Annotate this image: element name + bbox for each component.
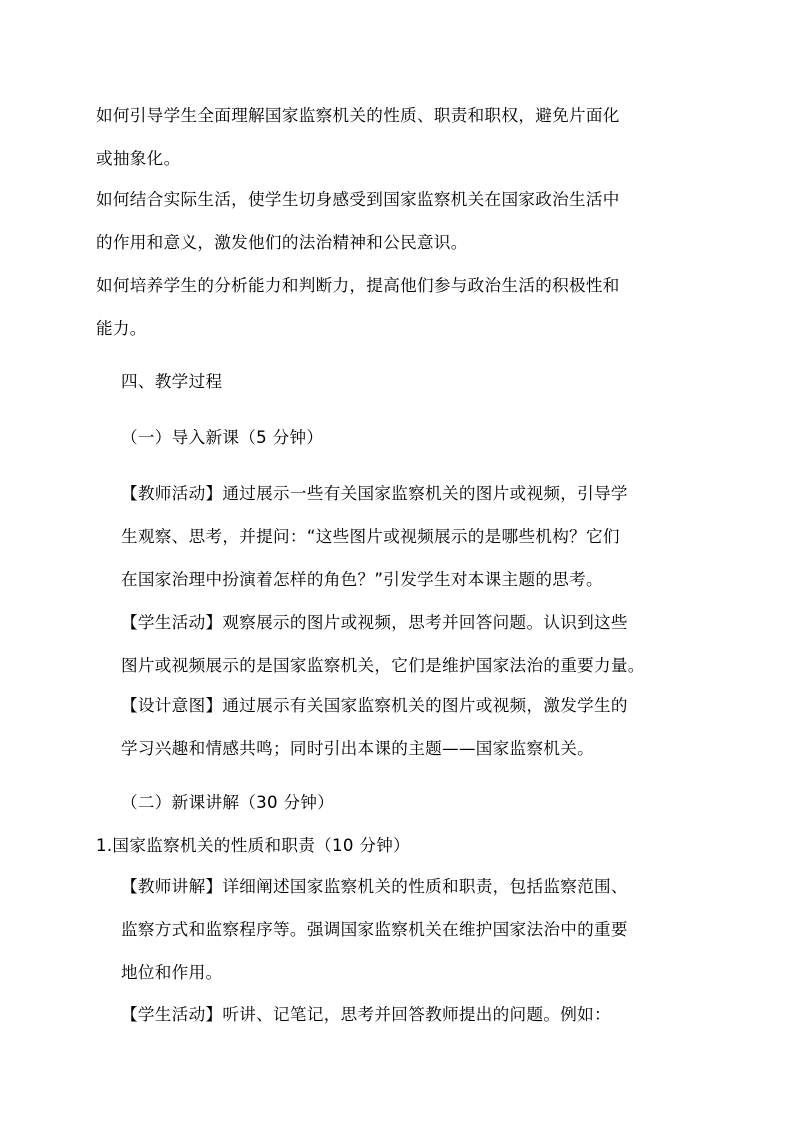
text-line: 如何结合实际生活，使学生切身感受到国家监察机关在国家政治生活中 [96, 190, 620, 209]
text-line: 地位和作用。 [121, 963, 223, 982]
section-heading: 四、教学过程 [121, 372, 223, 391]
text-line: 学习兴趣和情感共鸣；同时引出本课的主题——国家监察机关。 [121, 739, 595, 758]
text-line: 【教师活动】通过展示一些有关国家监察机关的图片或视频，引导学 [121, 484, 628, 503]
text-line: 或抽象化。 [96, 149, 181, 168]
text-line: 如何培养学生的分析能力和判断力，提高他们参与政治生活的积极性和 [96, 276, 620, 295]
text-line: 【学生活动】观察展示的图片或视频，思考并回答问题。认识到这些 [121, 613, 628, 632]
text-line: 【教师讲解】详细阐述国家监察机关的性质和职责，包括监察范围、 [121, 877, 628, 896]
numbered-item-heading: 1.国家监察机关的性质和职责（10 分钟） [96, 836, 411, 855]
text-line: 的作用和意义，激发他们的法治精神和公民意识。 [96, 233, 468, 252]
text-line: 图片或视频展示的是国家监察机关，它们是维护国家法治的重要力量。 [121, 656, 645, 675]
paragraph-student-activity-2: 【学生活动】听讲、记笔记，思考并回答教师提出的问题。例如： [121, 1005, 611, 1024]
text-line: 生观察、思考，并提问：“这些图片或视频展示的是哪些机构？它们 [121, 527, 620, 546]
subsection-heading: （二）新课讲解（30 分钟） [121, 793, 335, 812]
text-line: 能力。 [96, 319, 147, 338]
subsection-heading: （一）导入新课（5 分钟） [121, 428, 324, 447]
text-line: 【设计意图】通过展示有关国家监察机关的图片或视频，激发学生的 [121, 696, 628, 715]
text-line: 监察方式和监察程序等。强调国家监察机关在维护国家法治中的重要 [121, 920, 628, 939]
text-line: 在国家治理中扮演着怎样的角色？”引发学生对本课主题的思考。 [121, 570, 603, 589]
text-line: 如何引导学生全面理解国家监察机关的性质、职责和职权，避免片面化 [96, 106, 620, 125]
